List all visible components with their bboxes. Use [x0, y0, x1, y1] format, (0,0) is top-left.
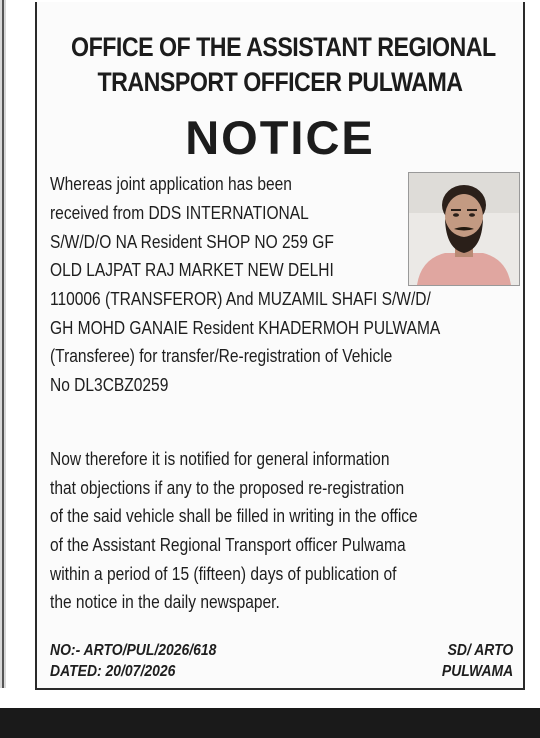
- reference-date: DATED: 20/07/2026: [50, 663, 176, 680]
- paragraph1-line: 110006 (TRANSFEROR) And MUZAMIL SHAFI S/W/D/: [50, 288, 431, 309]
- paragraph2-line: of the Assistant Regional Transport officer Pulwama: [50, 534, 406, 555]
- signatory-title: SD/ ARTO: [447, 642, 513, 659]
- person-photo-icon: [408, 172, 520, 286]
- footer-signatory: [442, 640, 513, 682]
- person-photo-graphic: [409, 173, 519, 285]
- paragraph2-line: within a period of 15 (fifteen) days of publication of: [50, 563, 397, 584]
- office-heading: [71, 30, 496, 100]
- footer-reference: [50, 640, 216, 682]
- paragraph1-line: received from DDS INTERNATIONAL: [50, 202, 309, 223]
- page-left-rule: [0, 0, 6, 688]
- signatory-place: PULWAMA: [441, 663, 513, 680]
- reference-number: NO:- ARTO/PUL/2026/618: [50, 642, 217, 659]
- paragraph1-line: (Transferee) for transfer/Re-registration of Vehicle: [50, 345, 393, 366]
- bottom-black-bar: [0, 708, 540, 738]
- paragraph1-line: S/W/D/O NA Resident SHOP NO 259 GF: [50, 231, 334, 252]
- notice-box: [35, 2, 525, 690]
- notice-footer: [50, 640, 513, 688]
- paragraph2-line: the notice in the daily newspaper.: [50, 591, 280, 612]
- paragraph1-line: GH MOHD GANAIE Resident KHADERMOH PULWAMA: [50, 317, 441, 338]
- office-heading-line1: OFFICE OF THE ASSISTANT REGIONAL: [71, 32, 496, 62]
- paragraph2-line: Now therefore it is notified for general information: [50, 448, 390, 469]
- office-heading-line2: TRANSPORT OFFICER PULWAMA: [97, 67, 463, 97]
- paragraph1-line: No DL3CBZ0259: [50, 374, 169, 395]
- paragraph2-line: that objections if any to the proposed re-registration: [50, 477, 405, 498]
- paragraph2-line: of the said vehicle shall be filled in writing in the office: [50, 505, 418, 526]
- notice-title: NOTICE: [185, 111, 375, 164]
- paragraph1-line: OLD LAJPAT RAJ MARKET NEW DELHI: [50, 259, 334, 280]
- paragraph1-line: Whereas joint application has been: [50, 173, 292, 194]
